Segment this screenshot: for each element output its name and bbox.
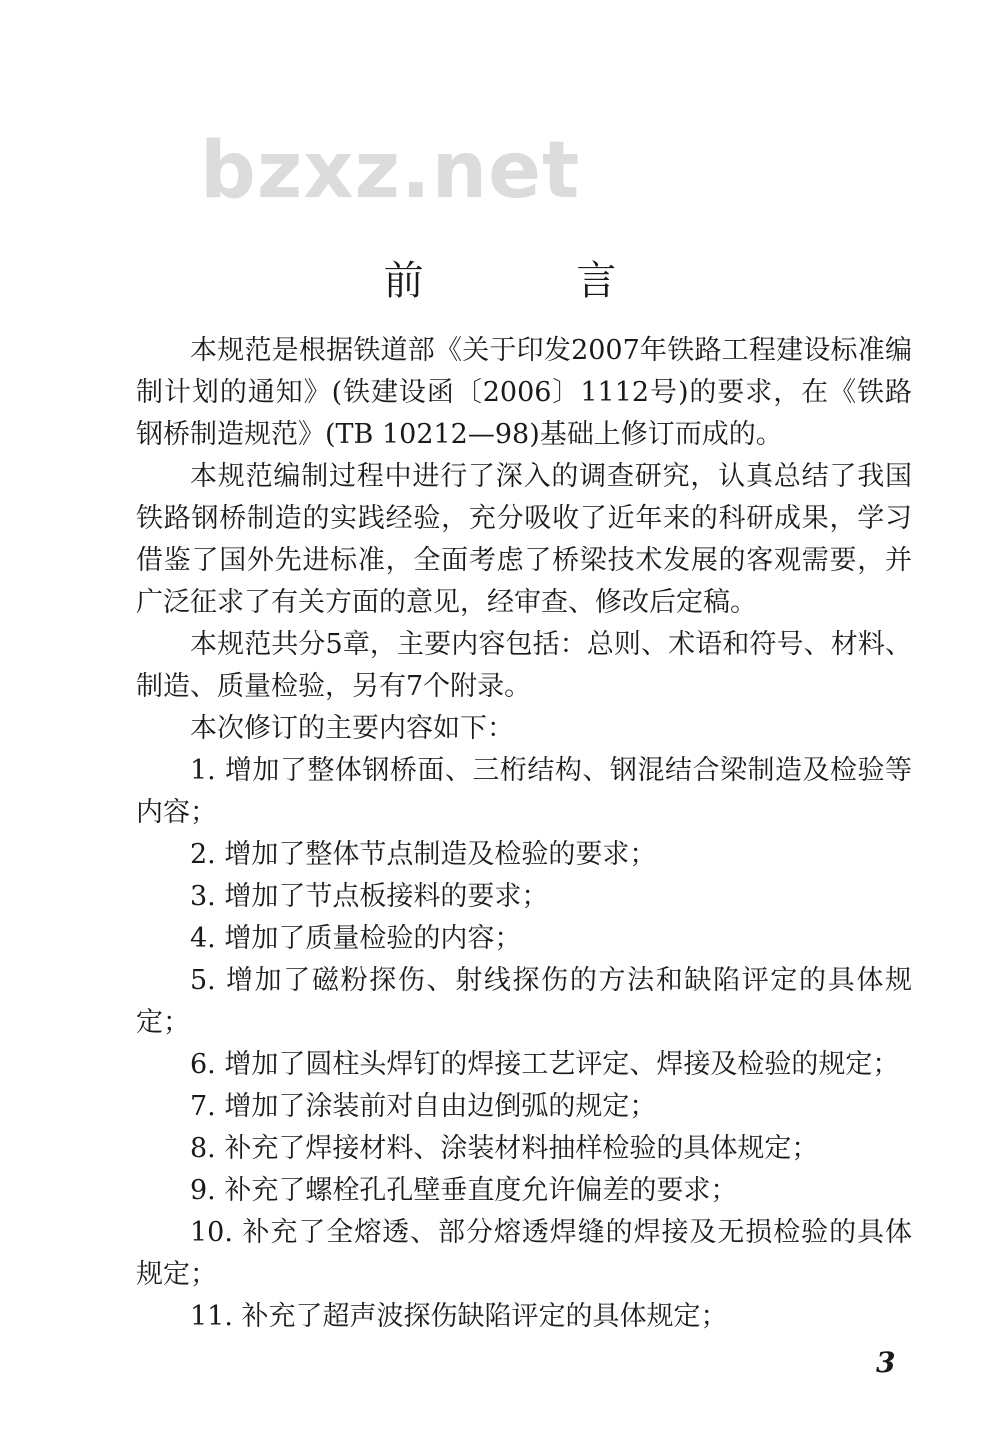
list-item: 3. 增加了节点板接料的要求； bbox=[190, 881, 549, 912]
paragraph: 本规范共分5章，主要内容包括：总则、术语和符号、材料、制造、质量检验，另有7个附录。 bbox=[136, 629, 912, 702]
list-item: 2. 增加了整体节点制造及检验的要求； bbox=[190, 839, 657, 870]
page-title: 前 言 bbox=[383, 257, 687, 304]
paragraph: 本次修订的主要内容如下： bbox=[190, 713, 514, 744]
list-item: 8. 补充了焊接材料、涂装材料抽样检验的具体规定； bbox=[190, 1133, 819, 1164]
list-item: 1. 增加了整体钢桥面、三桁结构、钢混结合梁制造及检验等内容； bbox=[136, 755, 912, 828]
list-item: 4. 增加了质量检验的内容； bbox=[190, 923, 522, 954]
list-item: 5. 增加了磁粉探伤、射线探伤的方法和缺陷评定的具体规定； bbox=[136, 965, 912, 1038]
list-item: 7. 增加了涂装前对自由边倒弧的规定； bbox=[190, 1091, 657, 1122]
preface-body bbox=[136, 330, 912, 1338]
page-number: 3 bbox=[876, 1346, 896, 1379]
paragraph: 本规范编制过程中进行了深入的调查研究，认真总结了我国铁路钢桥制造的实践经验，充分吸收了近年来的科研成果，学习借鉴了国外先进标准，全面考虑了桥梁技术发展的客观需要，并广泛征求了有关方面的意见，经审查、修改后定稿。 bbox=[136, 461, 912, 618]
list-item: 9. 补充了螺栓孔孔壁垂直度允许偏差的要求； bbox=[190, 1175, 738, 1206]
list-item: 6. 增加了圆柱头焊钉的焊接工艺评定、焊接及检验的规定； bbox=[190, 1049, 900, 1080]
watermark: bzxz.net bbox=[200, 126, 581, 216]
list-item: 10. 补充了全熔透、部分熔透焊缝的焊接及无损检验的具体规定； bbox=[136, 1217, 912, 1290]
list-item: 11. 补充了超声波探伤缺陷评定的具体规定； bbox=[190, 1301, 728, 1332]
paragraph: 本规范是根据铁道部《关于印发2007年铁路工程建设标准编制计划的通知》(铁建设函〔2006〕1112号)的要求，在《铁路钢桥制造规范》(TB 10212—98)基础上修订而成的。 bbox=[136, 335, 912, 450]
